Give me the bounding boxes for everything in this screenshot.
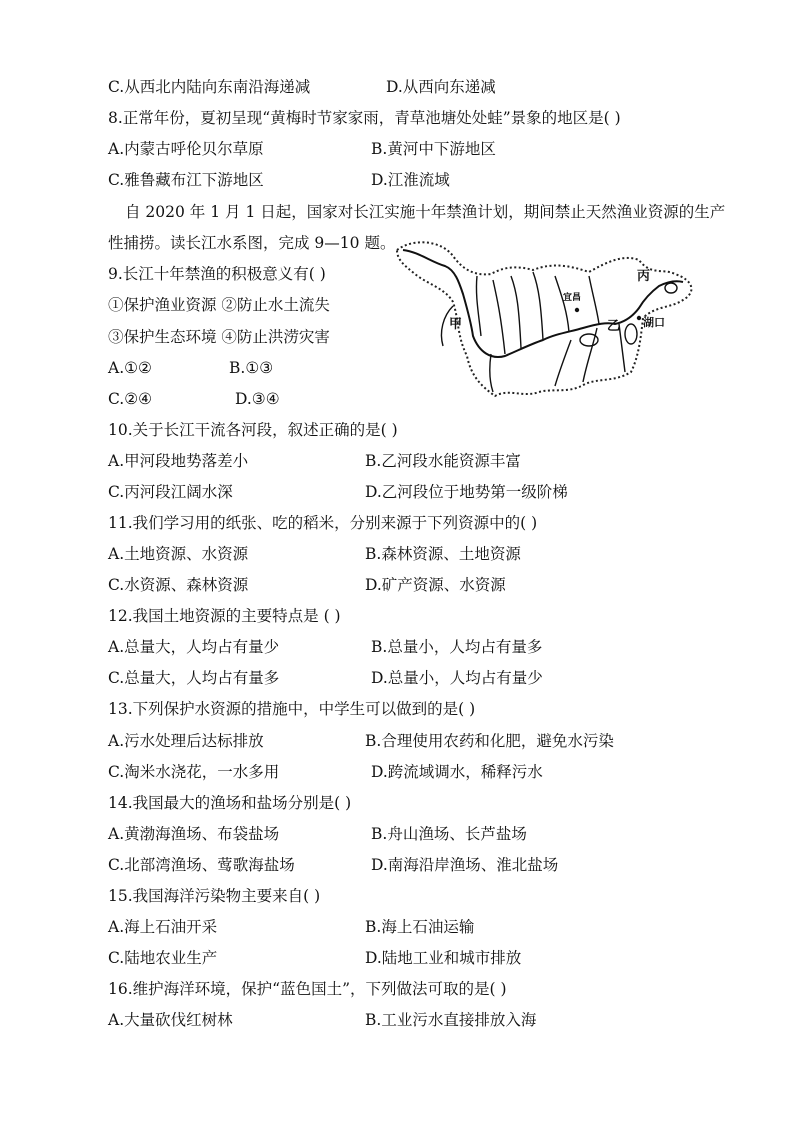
q9-options-1: ①保护渔业资源 ②防止水土流失	[108, 296, 330, 314]
q13-option-c: C.淘米水浇花，一水多用	[108, 763, 280, 781]
q15-option-b: B.海上石油运输	[365, 918, 475, 936]
q13-option-d: D.跨流域调水，稀释污水	[371, 763, 543, 781]
tributary-5	[555, 276, 569, 332]
q11-stem: 11.我们学习用的纸张、吃的稻米，分别来源于下列资源中的( )	[108, 514, 538, 532]
q7-option-d: D.从西向东递减	[386, 78, 496, 96]
q16-option-b: B.工业污水直接排放入海	[365, 1011, 537, 1029]
q7-option-c: C.从西北内陆向东南沿海递减	[108, 78, 311, 96]
q13-option-b: B.合理使用农药和化肥，避免水污染	[365, 732, 614, 750]
q10-option-d: D.乙河段位于地势第一级阶梯	[365, 483, 568, 501]
lake-dongting	[580, 334, 598, 346]
yangtze-river-system-map	[393, 236, 701, 402]
lake-taihu	[665, 283, 677, 293]
q10-option-b: B.乙河段水能资源丰富	[365, 452, 521, 470]
q15-stem: 15.我国海洋污染物主要来自( )	[108, 887, 321, 905]
city-hukou	[637, 316, 641, 320]
q15-option-a: A.海上石油开采	[108, 918, 218, 936]
q12-option-c: C.总量大，人均占有量多	[108, 669, 280, 687]
intro-line-1: 自 2020 年 1 月 1 日起，国家对长江实施十年禁渔计划，期间禁止天然渔业资源的生产	[125, 203, 726, 221]
yangtze-map-svg	[393, 236, 701, 402]
q11-option-b: B.森林资源、土地资源	[365, 545, 521, 563]
q9-stem: 9.长江十年禁渔的积极意义有( )	[108, 265, 326, 283]
q9-option-b: B.①③	[229, 359, 274, 377]
q14-stem: 14.我国最大的渔场和盐场分别是( )	[108, 794, 352, 812]
label-bing: 丙	[637, 269, 651, 284]
tributary-7	[555, 340, 571, 386]
q16-option-a: A.大量砍伐红树林	[108, 1011, 233, 1029]
label-yi: 乙	[607, 319, 621, 334]
q8-option-b: B.黄河中下游地区	[371, 140, 496, 158]
q12-option-a: A.总量大，人均占有量少	[108, 638, 280, 656]
q9-option-c: C.②④	[108, 390, 153, 408]
tributary-6	[589, 276, 599, 324]
q15-option-c: C.陆地农业生产	[108, 949, 218, 967]
lake-poyang	[625, 324, 637, 344]
q14-option-d: D.南海沿岸渔场、淮北盐场	[371, 856, 559, 874]
q8-stem: 8.正常年份，夏初呈现“黄梅时节家家雨，青草池塘处处蛙”景象的地区是( )	[108, 109, 621, 127]
label-hukou: 湖口	[643, 316, 665, 329]
q11-option-c: C.水资源、森林资源	[108, 576, 249, 594]
q9-options-2: ③保护生态环境 ④防止洪涝灾害	[108, 328, 330, 346]
tributary-1	[476, 276, 481, 336]
q9-option-a: A.①②	[108, 359, 152, 377]
q11-option-d: D.矿产资源、水资源	[365, 576, 506, 594]
q10-option-a: A.甲河段地势落差小	[108, 452, 249, 470]
q12-option-b: B.总量小，人均占有量多	[371, 638, 543, 656]
tributary-4	[533, 272, 543, 340]
q16-stem: 16.维护海洋环境，保护“蓝色国土”，下列做法可取的是( )	[108, 980, 507, 998]
q8-option-c: C.雅鲁藏布江下游地区	[108, 171, 264, 189]
q12-stem: 12.我国土地资源的主要特点是 ( )	[108, 607, 341, 625]
tributary-3	[511, 276, 521, 348]
label-jia: 甲	[449, 317, 463, 332]
q11-option-a: A.土地资源、水资源	[108, 545, 249, 563]
q14-option-b: B.舟山渔场、长芦盐场	[371, 825, 527, 843]
q12-option-d: D.总量小，人均占有量少	[371, 669, 543, 687]
q8-option-a: A.内蒙古呼伦贝尔草原	[108, 140, 264, 158]
q14-option-a: A.黄渤海渔场、布袋盐场	[108, 825, 280, 843]
q10-stem: 10.关于长江干流各河段，叙述正确的是( )	[108, 421, 398, 439]
label-yichang: 宜昌	[563, 293, 582, 303]
q10-option-c: C.丙河段江阔水深	[108, 483, 233, 501]
q15-option-d: D.陆地工业和城市排放	[365, 949, 522, 967]
q13-option-a: A.污水处理后达标排放	[108, 732, 264, 750]
intro-line-2: 性捕捞。读长江水系图，完成 9—10 题。	[108, 234, 396, 252]
q14-option-c: C.北部湾渔场、莺歌海盐场	[108, 856, 295, 874]
city-yichang	[575, 308, 579, 312]
q9-option-d: D.③④	[235, 390, 280, 408]
tributary-2	[493, 280, 505, 354]
tributary-10	[490, 354, 493, 392]
q13-stem: 13.下列保护水资源的措施中，中学生可以做到的是( )	[108, 700, 476, 718]
q8-option-d: D.江淮流域	[371, 171, 450, 189]
